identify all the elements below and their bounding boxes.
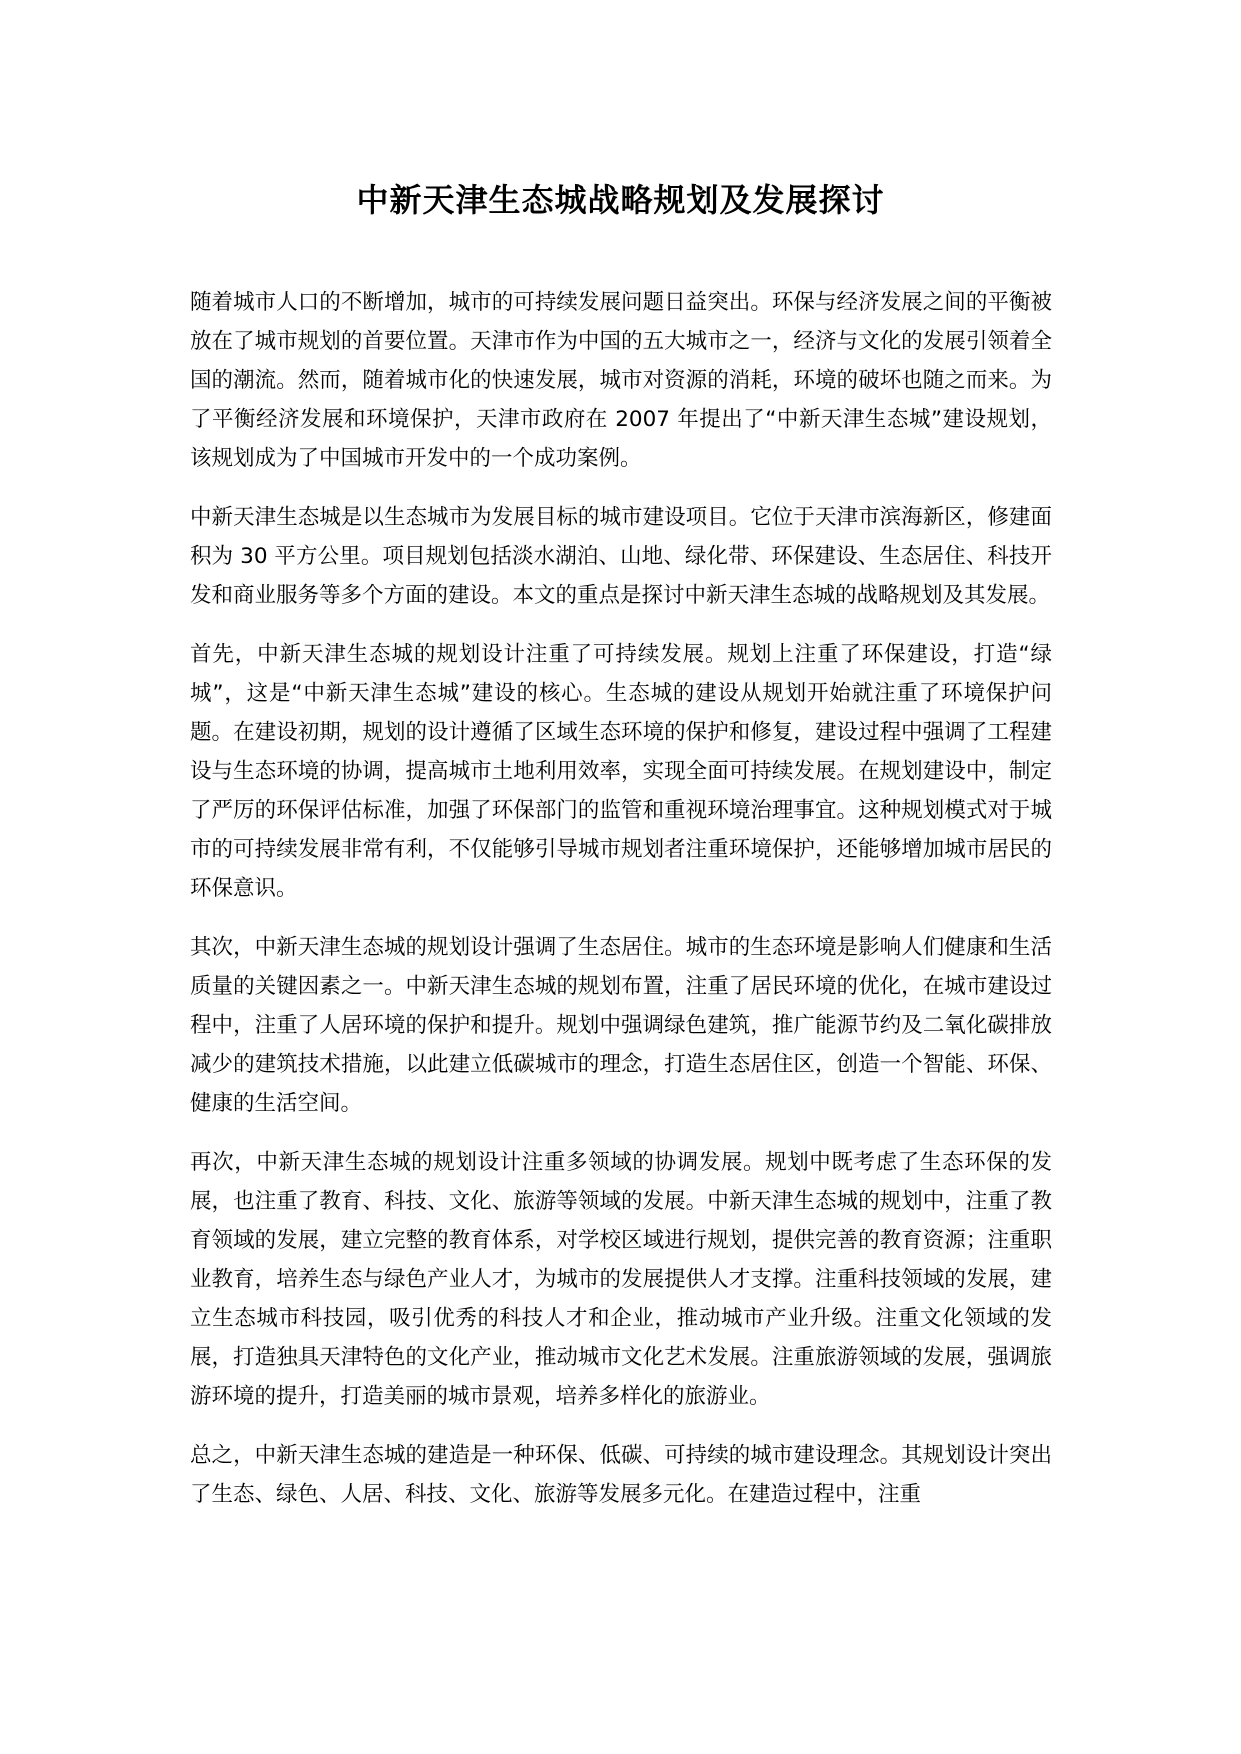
paragraph-conclusion: 总之，中新天津生态城的建造是一种环保、低碳、可持续的城市建设理念。其规划设计突出了生态、绿色、人居、科技、文化、旅游等发展多元化。在建造过程中，注重 xyxy=(190,1443,1052,1507)
document-body xyxy=(190,283,1052,1534)
paragraph-coordinated-development: 再次，中新天津生态城的规划设计注重多领域的协调发展。规划中既考虑了生态环保的发展，也注重了教育、科技、文化、旅游等领域的发展。中新天津生态城的规划中，注重了教育领域的发展，建立完整的教育体系，对学校区域进行规划，提供完善的教育资源；注重职业教育，培养生态与绿色产业人才，为城市的发展提供人才支撑。注重科技领域的发展，建立生态城市科技园，吸引优秀的科技人才和企业，推动城市产业升级。注重文化领域的发展，打造独具天津特色的文化产业，推动城市文化艺术发展。注重旅游领域的发展，强调旅游环境的提升，打造美丽的城市景观，培养多样化的旅游业。 xyxy=(190,1150,1052,1409)
paragraph-intro: 随着城市人口的不断增加，城市的可持续发展问题日益突出。环保与经济发展之间的平衡被放在了城市规划的首要位置。天津市作为中国的五大城市之一，经济与文化的发展引领着全国的潮流。然而，随着城市化的快速发展，城市对资源的消耗，环境的破坏也随之而来。为了平衡经济发展和环境保护，天津市政府在 2007 年提出了“中新天津生态城”建设规划，该规划成为了中国城市开发中的一个成功案例。 xyxy=(190,290,1052,471)
document-title: 中新天津生态城战略规划及发展探讨 xyxy=(356,181,885,219)
paragraph-overview: 中新天津生态城是以生态城市为发展目标的城市建设项目。它位于天津市滨海新区，修建面积为 30 平方公里。项目规划包括淡水湖泊、山地、绿化带、环保建设、生态居住、科技开发和商业服务等多个方面的建设。本文的重点是探讨中新天津生态城的战略规划及其发展。 xyxy=(190,505,1052,608)
paragraph-ecological-living: 其次，中新天津生态城的规划设计强调了生态居住。城市的生态环境是影响人们健康和生活质量的关键因素之一。中新天津生态城的规划布置，注重了居民环境的优化，在城市建设过程中，注重了人居环境的保护和提升。规划中强调绿色建筑，推广能源节约及二氧化碳排放减少的建筑技术措施，以此建立低碳城市的理念，打造生态居住区，创造一个智能、环保、健康的生活空间。 xyxy=(190,935,1052,1116)
paragraph-sustainability: 首先，中新天津生态城的规划设计注重了可持续发展。规划上注重了环保建设，打造“绿城”，这是“中新天津生态城”建设的核心。生态城的建设从规划开始就注重了环境保护问题。在建设初期，规划的设计遵循了区域生态环境的保护和修复，建设过程中强调了工程建设与生态环境的协调，提高城市土地利用效率，实现全面可持续发展。在规划建设中，制定了严厉的环保评估标准，加强了环保部门的监管和重视环境治理事宜。这种规划模式对于城市的可持续发展非常有利，不仅能够引导城市规划者注重环境保护，还能够增加城市居民的环保意识。 xyxy=(190,642,1052,901)
